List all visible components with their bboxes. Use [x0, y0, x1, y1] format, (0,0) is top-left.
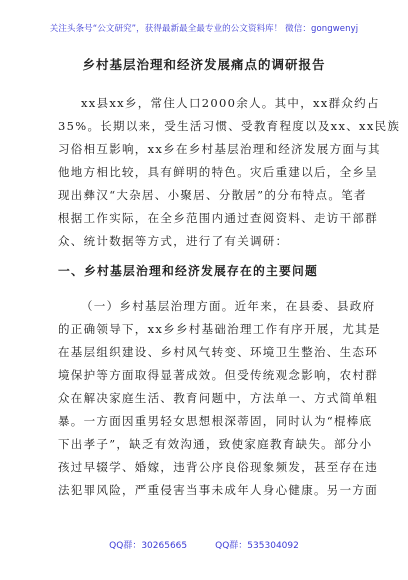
paragraph-line: 35%。长期以来，受生活习惯、受教育程度以及xx、xx民族	[58, 119, 401, 133]
paragraph-line: 法犯罪风险，严重侵害当事未成年人身心健康。另一方面	[58, 483, 378, 497]
paragraph-line: 根据工作实际，在全乡范围内通过查阅资料、走访干部群	[58, 211, 378, 225]
intro-paragraph	[58, 92, 401, 253]
footer-qq-group-1: QQ群：30265665	[109, 541, 188, 551]
section-heading: 一、乡村基层治理和经济发展存在的主要问题	[58, 264, 318, 278]
footer-qq-group-2: QQ群：535304092	[215, 541, 299, 551]
paragraph-line: 孩过早辍学、婚嫁，违背公序良俗现象频发，甚至存在违	[58, 460, 378, 474]
paragraph-line: 习俗相互影响，xx乡在乡村基层治理和经济发展方面与其	[58, 142, 381, 156]
paragraph-line: （一）乡村基层治理方面。近年来，在县委、县政府	[81, 299, 376, 313]
paragraph-line: 众、统计数据等方式，进行了有关调研：	[58, 234, 289, 248]
paragraph-line: 境保护等方面取得显著成效。但受传统观念影响，农村群	[58, 368, 378, 382]
header-promo-note: 关注头条号“公文研究”，获得最新最全最专业的公文资料库！ 微信：gongwenyj	[49, 24, 359, 34]
paragraph-line: 众在解决家庭生活、教育问题中，方法单一、方式简单粗	[58, 391, 378, 405]
paragraph-line: 暴。一方面因重男轻女思想根深蒂固，同时认为“棍棒底	[58, 414, 373, 428]
document-title: 乡村基层治理和经济发展痛点的调研报告	[82, 57, 326, 72]
footer-contact	[0, 538, 408, 551]
paragraph-line: 现出彝汉“大杂居、小聚居、分散居”的分布特点。笔者	[58, 188, 367, 202]
paragraph-line: 的正确领导下，xx乡乡村基础治理工作有序开展，尤其是	[58, 322, 381, 336]
section-paragraph	[58, 295, 381, 502]
paragraph-line: 他地方相比较，具有鲜明的特色。灾后重建以后，全乡呈	[58, 165, 378, 179]
paragraph-line: xx县xx乡，常住人口2000余人。其中，xx群众约占	[81, 96, 380, 110]
paragraph-line: 下出孝子”，缺乏有效沟通，致使家庭教育缺失。部分小	[58, 437, 373, 451]
paragraph-line: 在基层组织建设、乡村风气转变、环境卫生整治、生态环	[58, 345, 378, 359]
